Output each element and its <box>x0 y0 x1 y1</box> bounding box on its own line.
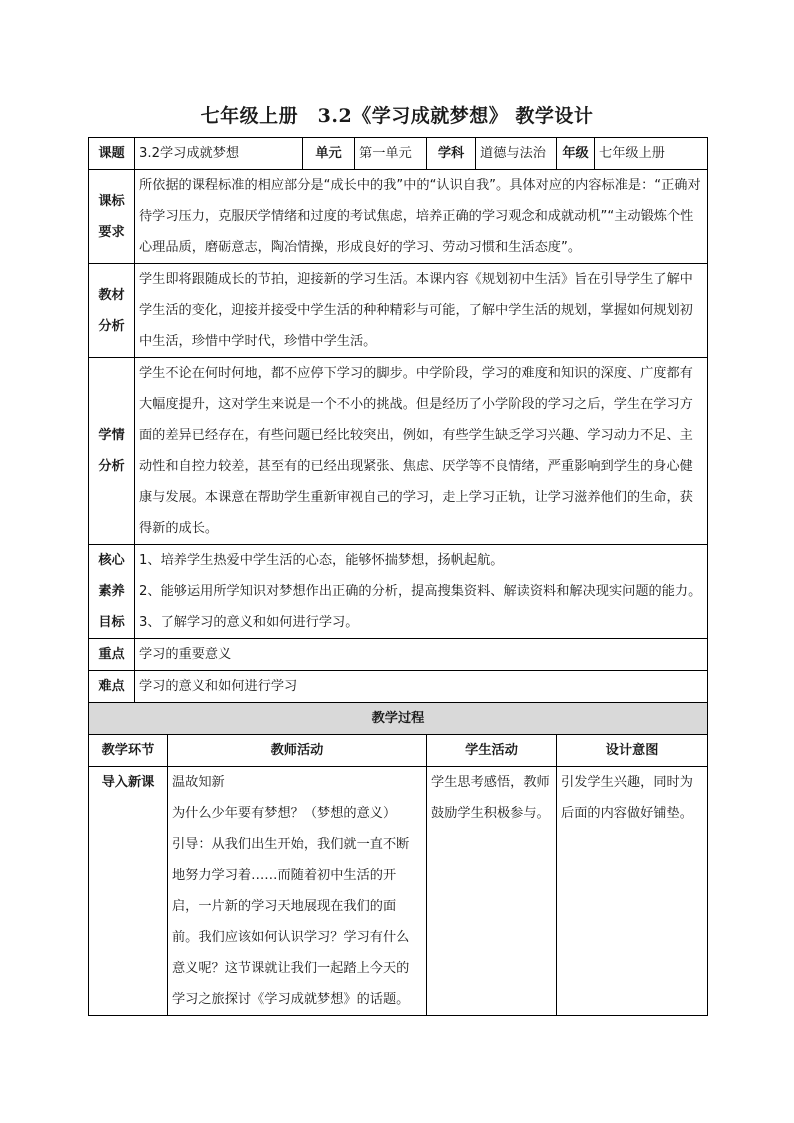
standards-label: 课标 要求 <box>89 170 135 264</box>
document-title: 七年级上册 3.2《学习成就梦想》 教学设计 <box>200 105 594 127</box>
standards-text: 所依据的课程标准的相应部分是“成长中的我”中的“认识自我”。具体对应的内容标准是：“正确对待学习压力，克服厌学情绪和过度的考试焦虑，培养正确的学习观念和成就动机”“主动锻炼个性心理品质，磨砺意志，陶冶情操，形成良好的学习、劳动习惯和生活态度”。 <box>135 170 708 264</box>
learner-row <box>89 358 708 545</box>
standards-row <box>89 170 708 264</box>
process-heading-row <box>89 703 708 735</box>
goals-list <box>135 545 708 639</box>
goal-item: 3、了解学习的意义和如何进行学习。 <box>139 615 359 630</box>
material-label: 教材 分析 <box>89 264 135 358</box>
design-intent-cell: 引发学生兴趣，同时为后面的内容做好铺垫。 <box>557 767 708 1016</box>
key-point-text: 学习的重要意义 <box>135 639 708 671</box>
stage-cell: 导入新课 <box>89 767 168 1016</box>
teacher-line: 温故知新 <box>172 775 225 790</box>
goal-item: 2、能够运用所学知识对梦想作出正确的分析，提高搜集资料、解读资料和解决现实问题的能力。 <box>139 584 702 599</box>
teacher-line: 为什么少年要有梦想？（梦想的意义） <box>172 806 397 821</box>
topic-value: 3.2学习成就梦想 <box>135 138 303 170</box>
lesson-plan-table <box>88 137 708 1016</box>
column-intent: 设计意图 <box>557 735 708 767</box>
column-teacher: 教师活动 <box>168 735 427 767</box>
goals-label: 核心 素养 目标 <box>89 545 135 639</box>
process-columns-row <box>89 735 708 767</box>
goals-row <box>89 545 708 639</box>
learner-text: 学生不论在何时何地，都不应停下学习的脚步。中学阶段，学习的难度和知识的深度、广度都有大幅度提升，这对学生来说是一个不小的挑战。但是经历了小学阶段的学习之后，学生在学习方面的差异已经存在，有些问题已经比较突出，例如，有些学生缺乏学习兴趣、学习动力不足、主动性和自控力较差，甚至有的已经出现紧张、焦虑、厌学等不良情绪，严重影响到学生的身心健康与发展。本课意在帮助学生重新审视自己的学习，走上学习正轨，让学习滋养他们的生命，获得新的成长。 <box>135 358 708 545</box>
learner-label: 学情 分析 <box>89 358 135 545</box>
key-point-row <box>89 639 708 671</box>
material-row <box>89 264 708 358</box>
subject-value: 道德与法治 <box>476 138 557 170</box>
teacher-line: 引导：从我们出生开始，我们就一直不断地努力学习着……而随着初中生活的开启，一片新的学习天地展现在我们的面前。我们应该如何认识学习？学习有什么意义呢？这节课就让我们一起踏上今天的学习之旅探讨《学习成就梦想》的话题。 <box>172 837 410 1007</box>
column-student: 学生活动 <box>427 735 557 767</box>
student-activity-cell: 学生思考感悟，教师鼓励学生积极参与。 <box>427 767 557 1016</box>
grade-value: 七年级上册 <box>595 138 708 170</box>
subject-label: 学科 <box>427 138 476 170</box>
material-text: 学生即将跟随成长的节拍，迎接新的学习生活。本课内容《规划初中生活》旨在引导学生了解中学生活的变化，迎接并接受中学生活的种种精彩与可能，了解中学生活的规划，掌握如何规划初中生活，珍惜中学时代，珍惜中学生活。 <box>135 264 708 358</box>
unit-value: 第一单元 <box>355 138 427 170</box>
difficulty-text: 学习的意义和如何进行学习 <box>135 671 708 703</box>
key-point-label: 重点 <box>89 639 135 671</box>
info-row <box>89 138 708 170</box>
difficulty-row <box>89 671 708 703</box>
grade-label: 年级 <box>557 138 595 170</box>
unit-label: 单元 <box>303 138 355 170</box>
topic-label: 课题 <box>89 138 135 170</box>
teacher-activity-cell <box>168 767 427 1016</box>
goal-item: 1、培养学生热爱中学生活的心态，能够怀揣梦想，扬帆起航。 <box>139 553 504 568</box>
process-heading: 教学过程 <box>89 703 708 735</box>
process-row <box>89 767 708 1016</box>
difficulty-label: 难点 <box>89 671 135 703</box>
column-stage: 教学环节 <box>89 735 168 767</box>
